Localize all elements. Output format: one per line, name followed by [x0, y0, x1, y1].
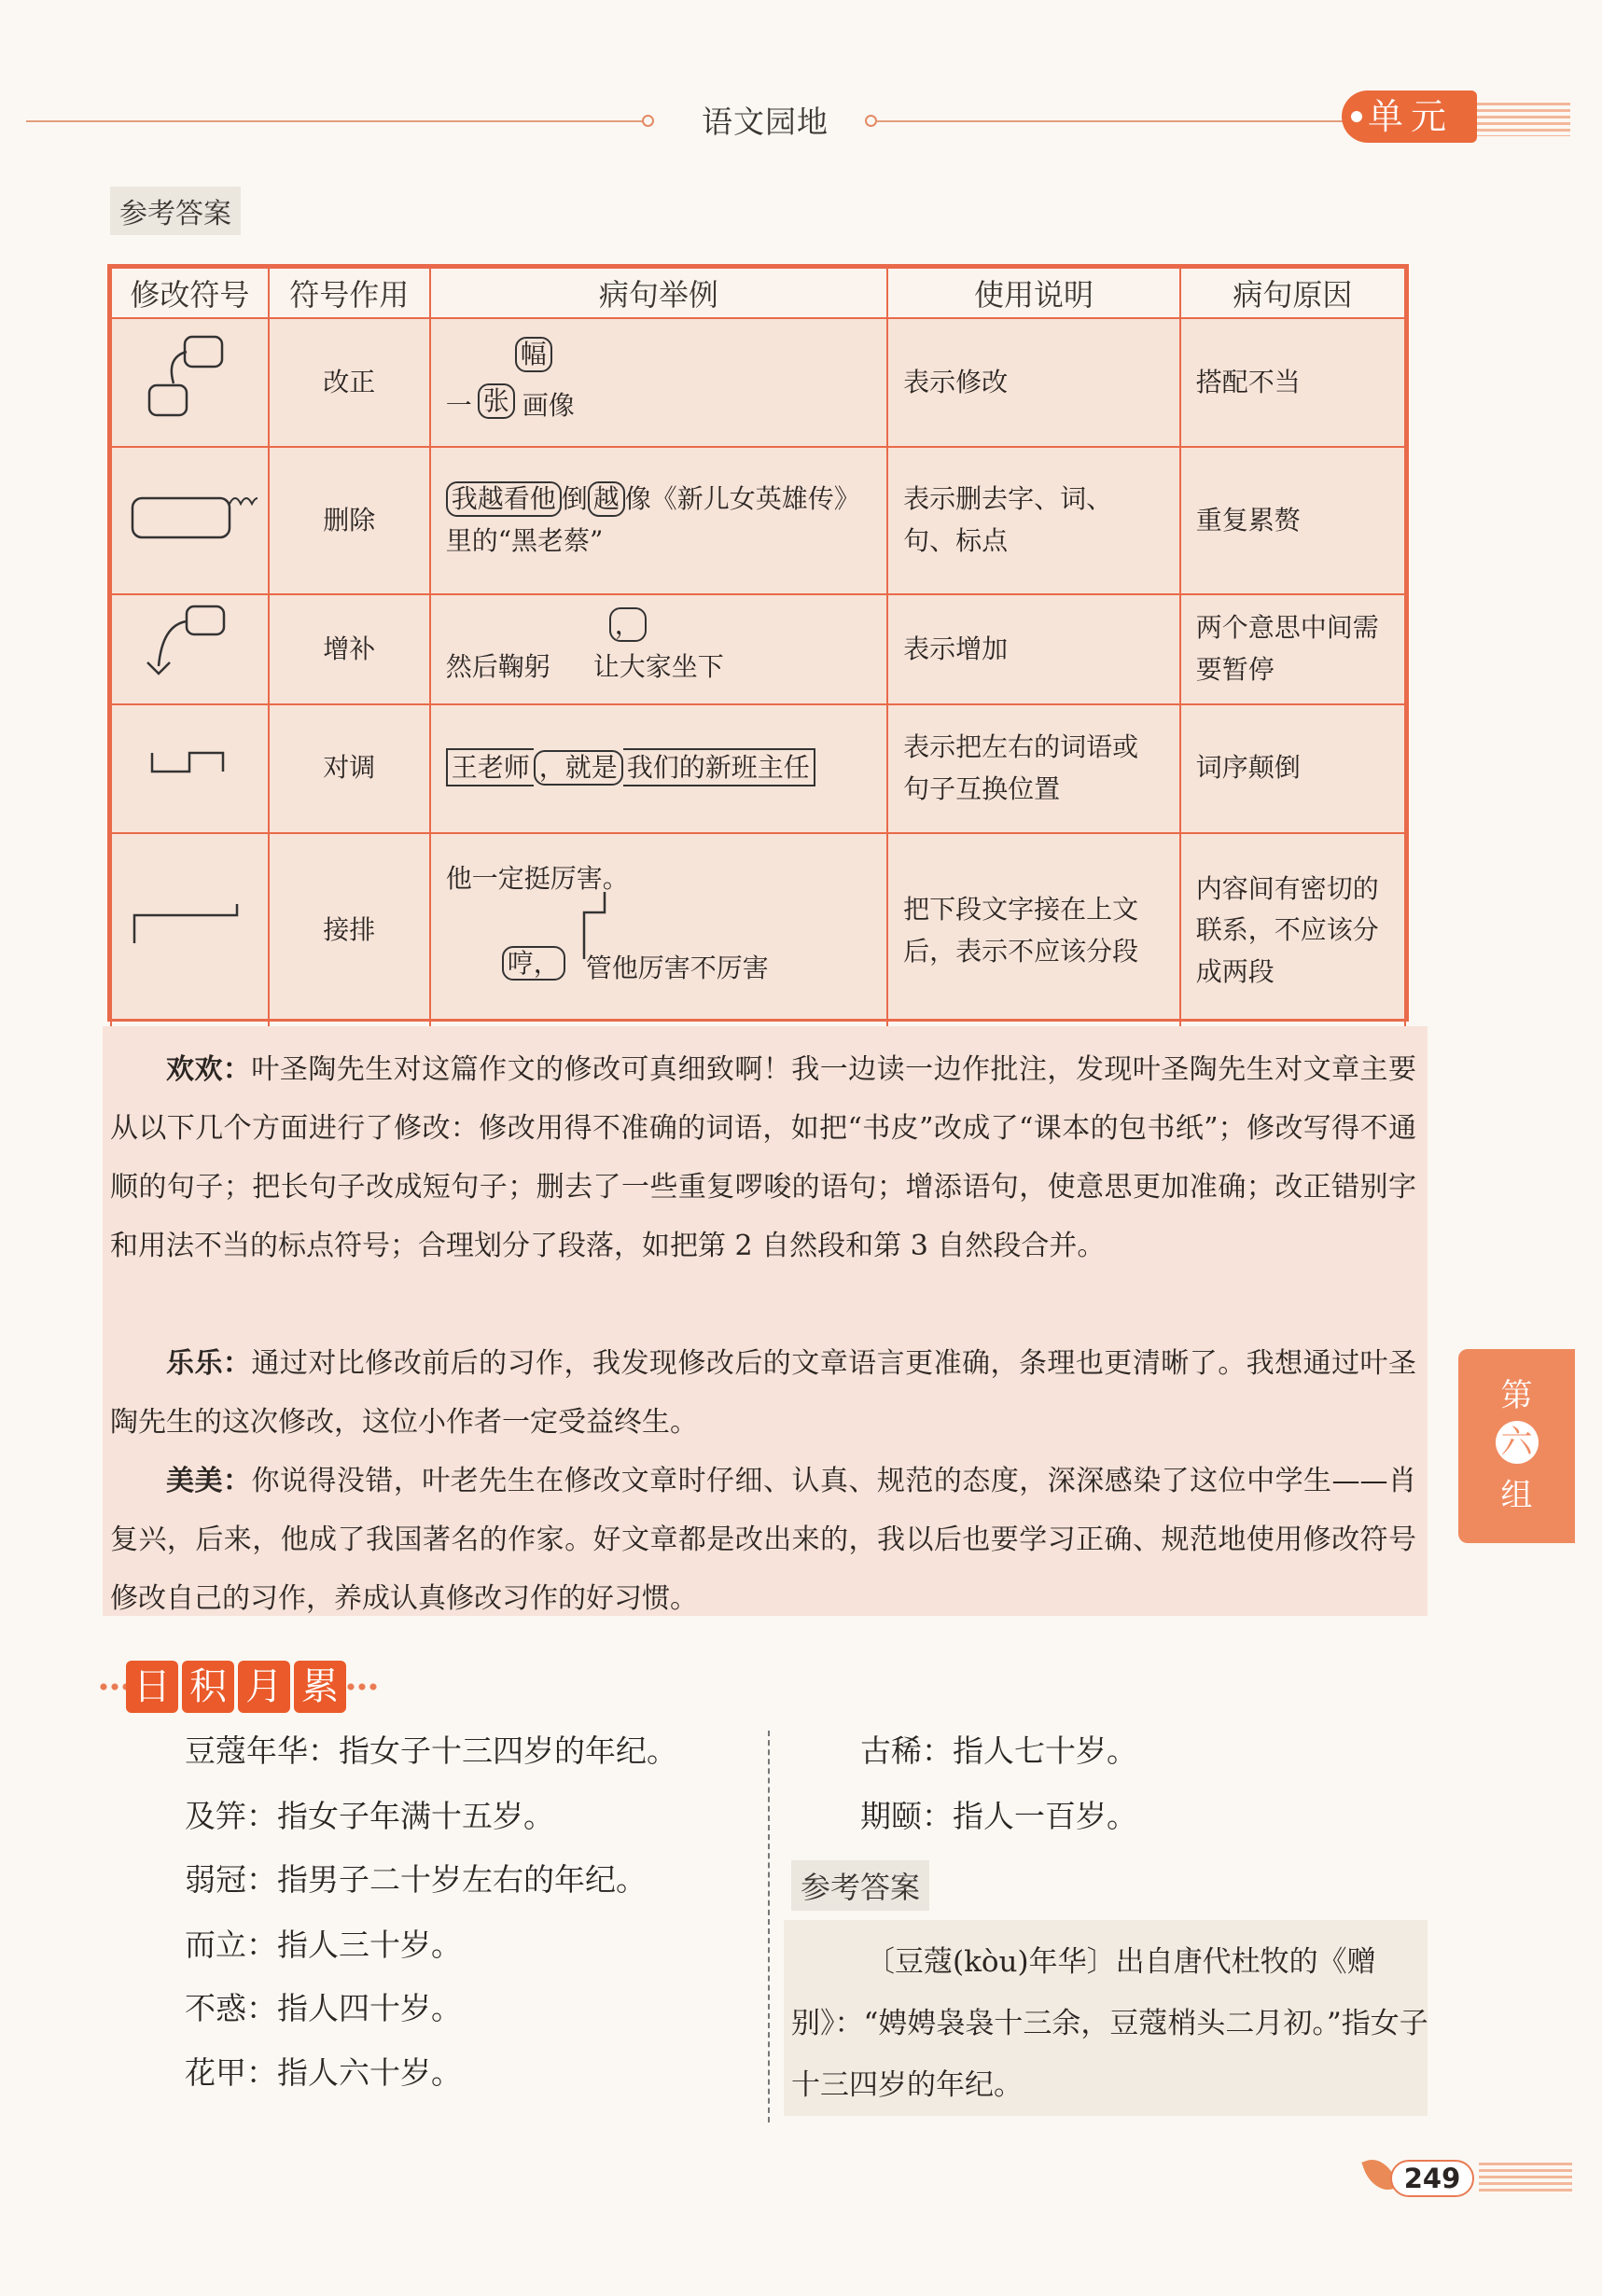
- example-text: 然后鞠躬: [445, 650, 550, 682]
- reason-cell: 内容间有密切的联系，不应该分成两段: [1180, 833, 1405, 1029]
- column-divider: [768, 1731, 770, 2122]
- table-header-row: [111, 268, 1405, 318]
- join-arrow-icon: [577, 884, 633, 968]
- unit-badge-label: 单元: [1368, 96, 1455, 137]
- symbol-function: 删除: [269, 447, 430, 594]
- example-cell: [430, 704, 887, 833]
- speaker-name: 美美：: [166, 1465, 252, 1497]
- reference-label-2: 参考答案: [791, 1860, 929, 1911]
- reason-cell: 两个意思中间需要暂停: [1180, 594, 1405, 704]
- table-header: 符号作用: [269, 268, 430, 318]
- header-rule-left: [26, 120, 651, 122]
- table-header: 病句原因: [1180, 268, 1405, 318]
- delete-mark-icon: [111, 447, 269, 594]
- section-title-char: 月: [238, 1661, 290, 1713]
- speaker-name: 欢欢：: [166, 1053, 252, 1086]
- idiom-item: 豆蔻年华：指女子十三四岁的年纪。: [185, 1732, 677, 1769]
- idiom-item: 弱冠：指男子二十岁左右的年纪。: [185, 1861, 647, 1898]
- header-stripes: [1477, 103, 1570, 136]
- deleted-word: 越: [588, 481, 625, 517]
- paragraph-text: 叶圣陶先生对这篇作文的修改可真细致啊！我一边读一边作批注，发现叶圣陶先生对文章主要从以下几个方面进行了修改：修改用得不准确的词语，如把“书皮”改成了“课本的包书纸”；修改写得不通顺的句子；把长句子改成短句子；删去了一些重复啰唆的语句；增添语句，使意思更加准确；改正错别字和用法不当的标点符号；合理划分了段落，如把第 2 自然段和第 3 自然段合并。: [110, 1053, 1417, 1262]
- insert-mark-icon: [111, 594, 269, 704]
- inserted-word: 幅: [515, 337, 552, 372]
- example-pre: 一: [445, 390, 472, 421]
- usage-cell: 表示删去字、词、句、标点: [887, 447, 1180, 594]
- paragraph-huanhuan: [110, 1040, 1416, 1275]
- reference-text-content: 〔豆蔻(kòu)年华〕出自唐代杜牧的《赠别》：“娉娉袅袅十三余，豆蔻梢头二月初。”指女子十三四岁的年纪。: [791, 1945, 1428, 2102]
- idiom-item: 古稀：指人七十岁。: [860, 1732, 1137, 1769]
- revision-symbols-table: [107, 264, 1409, 1022]
- reason-cell: 搭配不当: [1180, 318, 1405, 447]
- side-tab-number: 六: [1496, 1421, 1539, 1464]
- example-cell: [430, 447, 887, 594]
- replaced-word: 张: [478, 383, 515, 419]
- swap-circled: ，就是: [534, 750, 623, 786]
- example-post: 让大家坐下: [592, 650, 724, 682]
- header-rule-right: [877, 120, 1344, 122]
- side-tab-bottom: 组: [1500, 1477, 1533, 1514]
- paragraph-text: 你说得没错，叶老先生在修改文章时仔细、认真、规范的态度，深深感染了这位中学生——肖复兴，后来，他成了我国著名的作家。好文章都是改出来的，我以后也要学习正确、规范地使用修改符号修改自己的习作，养成认真修改习作的好习惯。: [110, 1465, 1417, 1615]
- symbol-function: 增补: [269, 594, 430, 704]
- unit-side-tab: [1458, 1349, 1575, 1543]
- idiom-item: 期颐：指人一百岁。: [860, 1798, 1137, 1834]
- page-number: 249: [1390, 2160, 1474, 2197]
- example-post: 画像: [522, 390, 575, 421]
- badge-bullet-icon: [1351, 111, 1362, 122]
- reference-text: [791, 1931, 1435, 2116]
- example-post: 像《新儿女英雄传》里的“黑老蔡”: [445, 483, 860, 556]
- idiom-item: 及笄：指女子年满十五岁。: [185, 1798, 554, 1834]
- footer-stripes: [1479, 2163, 1572, 2192]
- usage-cell: 表示增加: [887, 594, 1180, 704]
- table-row: [111, 318, 1405, 447]
- usage-cell: 表示修改: [887, 318, 1180, 447]
- swap-part-2: 我们的新班主任: [623, 748, 815, 786]
- deleted-phrase: 我越看他: [446, 481, 562, 517]
- example-circled: 哼，: [502, 946, 565, 981]
- table-header: 病句举例: [430, 268, 887, 318]
- idiom-item: 花甲：指人六十岁。: [185, 2054, 462, 2091]
- example-cell: [430, 318, 887, 447]
- example-line-2: 管他厉害不厉害: [585, 952, 769, 983]
- title-dots-right: [345, 1681, 379, 1692]
- unit-badge: [1342, 90, 1477, 143]
- example-cell: [430, 833, 887, 1029]
- section-title-char: 日: [126, 1661, 178, 1713]
- table-header: 使用说明: [887, 268, 1180, 318]
- symbol-function: 接排: [269, 833, 430, 1029]
- table-header: 修改符号: [111, 268, 269, 318]
- table-row: [111, 447, 1405, 594]
- swap-part-1: 王老师: [446, 748, 534, 786]
- table-row: [111, 594, 1405, 704]
- usage-cell: 把下段文字接在上文后，表示不应该分段: [887, 833, 1180, 1029]
- paragraph-meimei: [110, 1452, 1416, 1628]
- usage-cell: 表示把左右的词语或句子互换位置: [887, 704, 1180, 833]
- table-row: [111, 833, 1405, 1029]
- symbol-function: 改正: [269, 318, 430, 447]
- table-row: [111, 704, 1405, 833]
- speaker-name: 乐乐：: [166, 1347, 252, 1380]
- reference-label: 参考答案: [110, 187, 241, 235]
- example-mid: 倒: [561, 483, 588, 515]
- join-mark-icon: [111, 833, 269, 1029]
- paragraph-text: 通过对比修改前后的习作，我发现修改后的文章语言更准确，条理也更清晰了。我想通过叶圣陶先生的这次修改，这位小作者一定受益终生。: [110, 1347, 1417, 1439]
- symbol-function: 对调: [269, 704, 430, 833]
- header-title: 语文园地: [702, 104, 829, 140]
- replace-mark-icon: [111, 318, 269, 447]
- example-cell: [430, 594, 887, 704]
- idiom-item: 不惑：指人四十岁。: [185, 1990, 462, 2026]
- inserted-punct: ，: [609, 607, 647, 643]
- header-dot-left: [642, 115, 654, 127]
- side-tab-top: 第: [1500, 1377, 1533, 1414]
- paragraph-lele: [110, 1334, 1416, 1452]
- header-dot-right: [865, 115, 877, 127]
- idiom-item: 而立：指人三十岁。: [185, 1927, 462, 1963]
- section-title-char: 积: [182, 1661, 234, 1713]
- section-title: [126, 1661, 346, 1717]
- swap-mark-icon: [111, 704, 269, 833]
- section-title-char: 累: [294, 1661, 346, 1713]
- example-line-1: 他一定挺厉害。: [445, 862, 629, 894]
- reason-cell: 重复累赘: [1180, 447, 1405, 594]
- reason-cell: 词序颠倒: [1180, 704, 1405, 833]
